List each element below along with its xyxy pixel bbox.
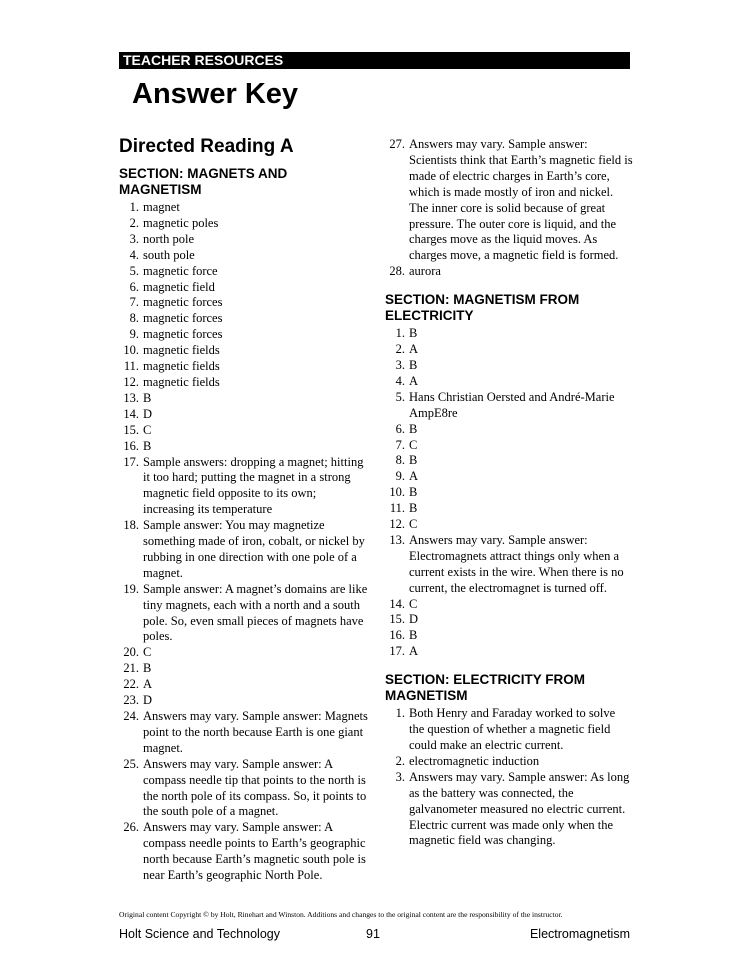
answer-text: Answers may vary. Sample answer: Magnets point to the north because Earth is one giant magnet. [143,709,368,755]
answer-text: magnetic forces [143,311,223,326]
answer-text: D [143,693,153,708]
answer-text: B [409,357,418,372]
answer-item [119,582,369,646]
answer-number: 2. [395,753,405,768]
answer-number: 19. [123,581,139,596]
answer-number: 26. [123,820,139,835]
answer-item [119,343,369,359]
answer-number: 15. [123,422,139,437]
answer-text: B [409,501,418,516]
answer-number: 9. [395,469,405,484]
answer-text: B [143,661,152,676]
answer-list [385,706,633,849]
answer-number: 1. [395,326,405,341]
answer-item [385,374,633,390]
directed-reading-heading: Directed Reading A [119,136,294,157]
answer-number: 3. [395,769,405,784]
answer-item [385,628,633,644]
answer-number: 17. [123,454,139,469]
answer-item [385,485,633,501]
answer-number: 7. [129,295,139,310]
answer-number: 12. [123,374,139,389]
section-heading-magnets: SECTION: MAGNETS AND MAGNETISM [119,166,288,197]
answer-text: C [409,517,418,532]
answer-text: Sample answer: You may magnetize something made of iron, cobalt, or nickel by rubbing in one direction with one pole of a magnet. [143,518,365,580]
right-column [385,137,633,849]
answer-text: A [409,469,419,484]
answer-number: 28. [389,264,405,279]
answer-item [385,597,633,613]
answer-text: Answers may vary. Sample answer: As long as the battery was connected, the galvanometer measured no electric current. Electric current was made only when the magnetic field was changing. [409,769,630,848]
answer-number: 16. [123,438,139,453]
answer-item [385,342,633,358]
answer-item [119,295,369,311]
answer-item [119,232,369,248]
answer-text: aurora [409,264,441,279]
answer-text: C [409,596,418,611]
answer-text: C [409,437,418,452]
answer-text: magnetic fields [143,374,220,389]
answer-item [385,517,633,533]
answer-item [385,754,633,770]
answer-number: 13. [389,532,405,547]
answer-item [385,358,633,374]
section-heading-electricity-from-magnetism: SECTION: ELECTRICITY FROM MAGNETISM [385,672,586,704]
answer-number: 1. [395,706,405,721]
answer-item [119,645,369,661]
answer-text: A [409,342,419,357]
answer-text: magnet [143,200,180,214]
answer-number: 22. [123,677,139,692]
answer-item [119,200,369,216]
answer-text: south pole [143,247,195,262]
answer-number: 7. [395,437,405,452]
answer-item [119,820,369,884]
banner-label: TEACHER RESOURCES [123,52,284,68]
answer-text: Answers may vary. Sample answer: A compass needle points to Earth’s geographic north because Earth’s magnetic south pole is near Earth’s geographic North Pole. [143,820,366,883]
answer-number: 4. [129,247,139,262]
answer-number: 14. [389,596,405,611]
answer-text: B [409,453,418,468]
answer-item [385,706,633,754]
answer-number: 15. [389,612,405,627]
answer-number: 11. [389,501,405,516]
left-column [119,136,369,884]
answer-item [385,326,633,342]
footer-chapter-title: Electromagnetism [529,927,630,941]
answer-number: 3. [395,357,405,372]
answer-item [119,311,369,327]
answer-number: 9. [129,327,139,342]
answer-number: 2. [395,342,405,357]
answer-text: C [143,645,152,660]
answer-number: 12. [389,517,405,532]
answer-item [119,407,369,423]
answer-text: Answers may vary. Sample answer: A compass needle tip that points to the north is the north pole of its compass. So, it points to the south pole of a magnet. [143,756,367,819]
answer-item [385,422,633,438]
answer-number: 27. [389,137,405,151]
answer-number: 8. [129,311,139,326]
answer-text: magnetic forces [143,327,223,342]
answer-number: 10. [389,485,405,500]
answer-number: 18. [123,518,139,533]
answer-number: 5. [129,263,139,278]
answer-number: 11. [123,359,139,374]
answer-number: 10. [123,343,139,358]
answer-item [119,375,369,391]
answer-item [385,390,633,422]
answer-number: 20. [123,645,139,660]
answer-number: 2. [129,215,139,230]
answer-item [119,757,369,821]
answer-number: 3. [129,231,139,246]
answer-item [385,264,633,280]
answer-item [119,359,369,375]
page-title: Answer Key [132,78,299,110]
answer-item [119,216,369,232]
answer-number: 1. [129,200,139,214]
answer-item [119,391,369,407]
answer-item [119,661,369,677]
answer-text: north pole [143,231,195,246]
answer-text: A [409,373,419,388]
answer-text: Sample answers: dropping a magnet; hitting it too hard; putting the magnet in a strong magnetic field opposite to its own; increasing its temperature [143,454,364,517]
answer-text: B [409,326,418,341]
copyright-notice: Original content Copyright © by Holt, Rinehart and Winston. Additions and changes to the original content are the responsibility of the instructor. [119,910,563,919]
answer-number: 17. [389,644,405,659]
answer-text: D [143,406,153,421]
answer-number: 6. [395,421,405,436]
answer-item [119,327,369,343]
answer-number: 13. [123,390,139,405]
answer-list [119,200,369,884]
answer-item [119,280,369,296]
answer-number: 25. [123,756,139,771]
answer-text: magnetic poles [143,215,219,230]
answer-text: B [409,628,418,643]
answer-text: magnetic force [143,263,218,278]
answer-item [119,693,369,709]
answer-number: 8. [395,453,405,468]
answer-text: magnetic fields [143,359,220,374]
answer-text: B [143,390,152,405]
answer-list [385,137,633,280]
answer-item [385,533,633,597]
answer-item [385,438,633,454]
answer-list [385,326,633,660]
section-heading-magnetism-from-electricity: SECTION: MAGNETISM FROM ELECTRICITY [385,292,580,324]
answer-number: 5. [395,389,405,404]
footer-book-title: Holt Science and Technology [119,927,280,941]
answer-text: B [409,485,418,500]
answer-item [119,677,369,693]
answer-text: A [409,644,419,659]
answer-text: Sample answer: A magnet’s domains are like tiny magnets, each with a north and a south pole. So, even small pieces of magnets have poles. [143,581,368,644]
answer-number: 21. [123,661,139,676]
answer-item [385,644,633,660]
answer-text: Answers may vary. Sample answer: Electromagnets attract things only when a current exists in the wire. When there is no current, the electromagnet is turned off. [409,532,624,595]
answer-number: 6. [129,279,139,294]
answer-text: Answers may vary. Sample answer: Scientists think that Earth’s magnetic field is made of electric charges in Earth’s core, which is made mostly of iron and nickel. The inner core is solid because of great pressure. The outer core is liquid, and the charges move as the liquid moves. As charges move, a magnetic field is formed. [409,137,633,263]
answer-item [385,453,633,469]
answer-number: 16. [389,628,405,643]
answer-item [385,612,633,628]
answer-item [385,770,633,850]
answer-number: 14. [123,406,139,421]
answer-text: A [143,677,153,692]
answer-text: B [409,421,418,436]
answer-text: C [143,422,152,437]
answer-item [119,439,369,455]
header-banner [119,52,630,69]
answer-item [119,518,369,582]
answer-text: Hans Christian Oersted and André-Marie AmpE8re [409,389,615,420]
answer-item [385,469,633,485]
answer-item [119,248,369,264]
answer-text: magnetic field [143,279,215,294]
answer-number: 24. [123,709,139,723]
answer-number: 4. [395,373,405,388]
answer-text: B [143,438,152,453]
answer-item [119,455,369,519]
page-number: 91 [366,927,380,941]
answer-item [119,423,369,439]
answer-item [119,709,369,757]
answer-item [385,137,633,264]
answer-text: Both Henry and Faraday worked to solve the question of whether a magnetic field could make an electric current. [409,706,616,752]
answer-text: magnetic fields [143,343,220,358]
answer-text: D [409,612,419,627]
answer-item [119,264,369,280]
answer-text: magnetic forces [143,295,223,310]
answer-item [385,501,633,517]
answer-number: 23. [123,693,139,708]
answer-text: electromagnetic induction [409,753,540,768]
